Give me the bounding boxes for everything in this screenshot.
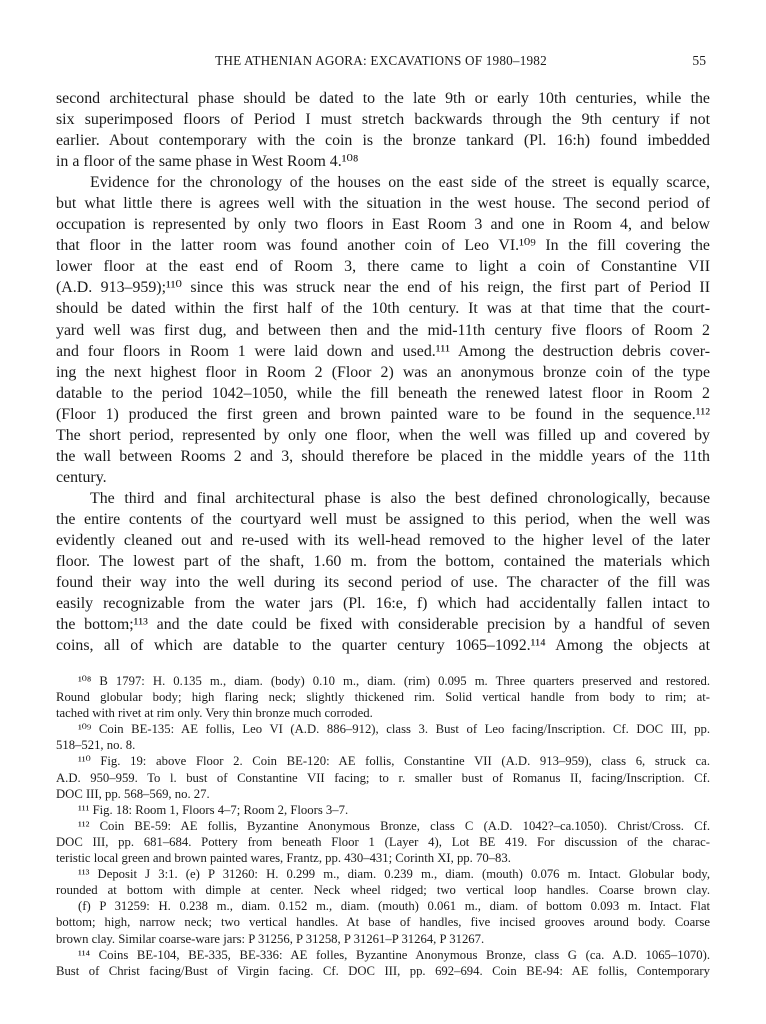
footnote-line: (f) P 31259: H. 0.238 m., diam. 0.152 m., diam. (mouth) 0.061 m., diam. of bottom 0.093 m. Intact. Flat: [78, 899, 710, 914]
body-line: the bottom;¹¹³ and the date could be fixed with considerable precision by a handful of seven: [56, 616, 710, 634]
body-line: coins, all of which are datable to the quarter century 1065–1092.¹¹⁴ Among the objects at: [56, 637, 710, 655]
running-header: [56, 53, 706, 73]
footnote-line: ¹¹⁴ Coins BE-104, BE-335, BE-336: AE folles, Byzantine Anonymous Bronze, class G (ca. A.D. 1065–1070).: [78, 947, 710, 962]
footnote-line: A.D. 950–959. To l. bust of Constantine VII facing; to r. smaller bust of Romanus II, facing/Inscription. Cf.: [56, 770, 710, 785]
footnote-line: ¹¹³ Deposit J 3:1. (e) P 31260: H. 0.299 m., diam. 0.239 m., diam. (mouth) 0.076 m. Intact. Globular body,: [78, 867, 710, 882]
footnote-line: brown clay. Similar coarse-ware jars: P 31256, P 31258, P 31261–P 31264, P 31267.: [56, 931, 485, 946]
footnote-line: bottom; high, narrow neck; two vertical handles. At base of handles, five incised grooves around body. Coarse: [56, 915, 710, 930]
body-line: occupation is represented by only two floors in East Room 3 and one in Room 4, and below: [56, 216, 710, 234]
body-line: yard well was first dug, and between then and the mid-11th century five floors of Room 2: [56, 321, 710, 339]
body-line: The third and final architectural phase is also the best defined chronologically, because: [90, 489, 710, 507]
page-number: 55: [692, 53, 706, 68]
body-line: found their way into the well during its second period of use. The character of the fill was: [56, 574, 710, 592]
body-line: (A.D. 913–959);¹¹⁰ since this was struck near the end of his reign, the first part of Period II: [56, 279, 710, 297]
footnotes: [56, 673, 710, 979]
body-line: evidently cleaned out and re-used with its well-head removed to the higher level of the later: [56, 531, 710, 549]
main-text: [56, 88, 710, 656]
body-line: second architectural phase should be dated to the late 9th or early 10th centuries, while the: [56, 90, 710, 107]
body-line: in a floor of the same phase in West Room 4.¹⁰⁸: [56, 153, 359, 171]
body-line: earlier. About contemporary with the coin is the bronze tankard (Pl. 16:h) found imbedded: [56, 132, 710, 150]
footnote-line: ¹¹² Coin BE-59: AE follis, Byzantine Anonymous Bronze, class C (A.D. 1042?–ca.1050). Christ/Cross. Cf.: [78, 818, 710, 833]
running-title: THE ATHENIAN AGORA: EXCAVATIONS OF 1980–1982: [215, 53, 547, 68]
body-line: Evidence for the chronology of the houses on the east side of the street is equally scarce,: [90, 174, 710, 192]
body-line: lower floor at the east end of Room 3, there came to light a coin of Constantine VII: [56, 258, 710, 276]
footnote-line: tached with rivet at rim only. Very thin bronze much corroded.: [56, 706, 373, 721]
body-line: six superimposed floors of Period I must stretch backwards through the 9th century if not: [56, 111, 710, 129]
body-line: easily recognizable from the water jars (Pl. 16:e, f) which had accidentally fallen intact to: [56, 595, 710, 613]
body-line: but what little there is agrees well with the situation in the west house. The second period of: [56, 195, 710, 213]
body-line: the entire contents of the courtyard well must be assigned to this period, when the well was: [56, 510, 710, 528]
body-line: datable to the period 1042–1050, while the fill beneath the renewed latest floor in Room 2: [56, 384, 710, 402]
footnote-line: ¹⁰⁸ B 1797: H. 0.135 m., diam. (body) 0.10 m., diam. (rim) 0.095 m. Three quarters preserved and restored.: [78, 674, 710, 688]
body-line: that floor in the latter room was found another coin of Leo VI.¹⁰⁹ In the fill covering the: [56, 237, 710, 255]
footnote-line: DOC III, pp. 681–684. Pottery from beneath Floor 1 (Layer 4), Lot BE 419. For discussion of the charac-: [56, 834, 710, 849]
body-line: should be dated within the first half of the 10th century. It was at that time that the court-: [56, 300, 710, 318]
footnote-line: Round globular body; high flaring neck; slightly thickened rim. Solid vertical handle from body to rim; at-: [56, 690, 710, 705]
body-line: the wall between Rooms 2 and 3, should therefore be placed in the middle years of the 11th: [56, 447, 710, 465]
footnote-line: 518–521, no. 8.: [56, 738, 136, 753]
footnote-line: teristic local green and brown painted wares, Frantz, pp. 430–431; Corinth XI, pp. 70–83.: [56, 851, 511, 866]
footnote-line: DOC III, pp. 568–569, no. 27.: [56, 786, 210, 801]
body-line: floor. The lowest part of the shaft, 1.60 m. from the bottom, contained the materials which: [56, 553, 710, 571]
footnote-line: Bust of Christ facing/Bust of Virgin facing. Cf. DOC III, pp. 692–694. Coin BE-94: AE follis, Contemporary: [56, 963, 710, 978]
footnote-line: rounded at bottom with dimple at center. Neck wheel ridged; two vertical loop handles. Coarse brown clay.: [56, 883, 710, 898]
footnote-line: ¹¹⁰ Fig. 19: above Floor 2. Coin BE-120: AE follis, Constantine VII (A.D. 913–959), class 6, struck ca.: [78, 754, 710, 769]
body-line: and four floors in Room 1 were laid down and used.¹¹¹ Among the destruction debris cover-: [56, 342, 710, 360]
footnote-line: ¹¹¹ Fig. 18: Room 1, Floors 4–7; Room 2, Floors 3–7.: [78, 802, 349, 817]
footnote-line: ¹⁰⁹ Coin BE-135: AE follis, Leo VI (A.D. 886–912), class 3. Bust of Leo facing/Inscription. Cf. DOC III, pp.: [78, 722, 710, 737]
body-line: ing the next highest floor in Room 2 (Floor 2) was an anonymous bronze coin of the type: [56, 363, 710, 381]
body-line: The short period, represented by only one floor, when the well was filled up and covered by: [56, 426, 710, 444]
body-line: century.: [56, 468, 107, 486]
body-line: (Floor 1) produced the first green and brown painted ware to be found in the sequence.¹¹²: [56, 405, 710, 423]
